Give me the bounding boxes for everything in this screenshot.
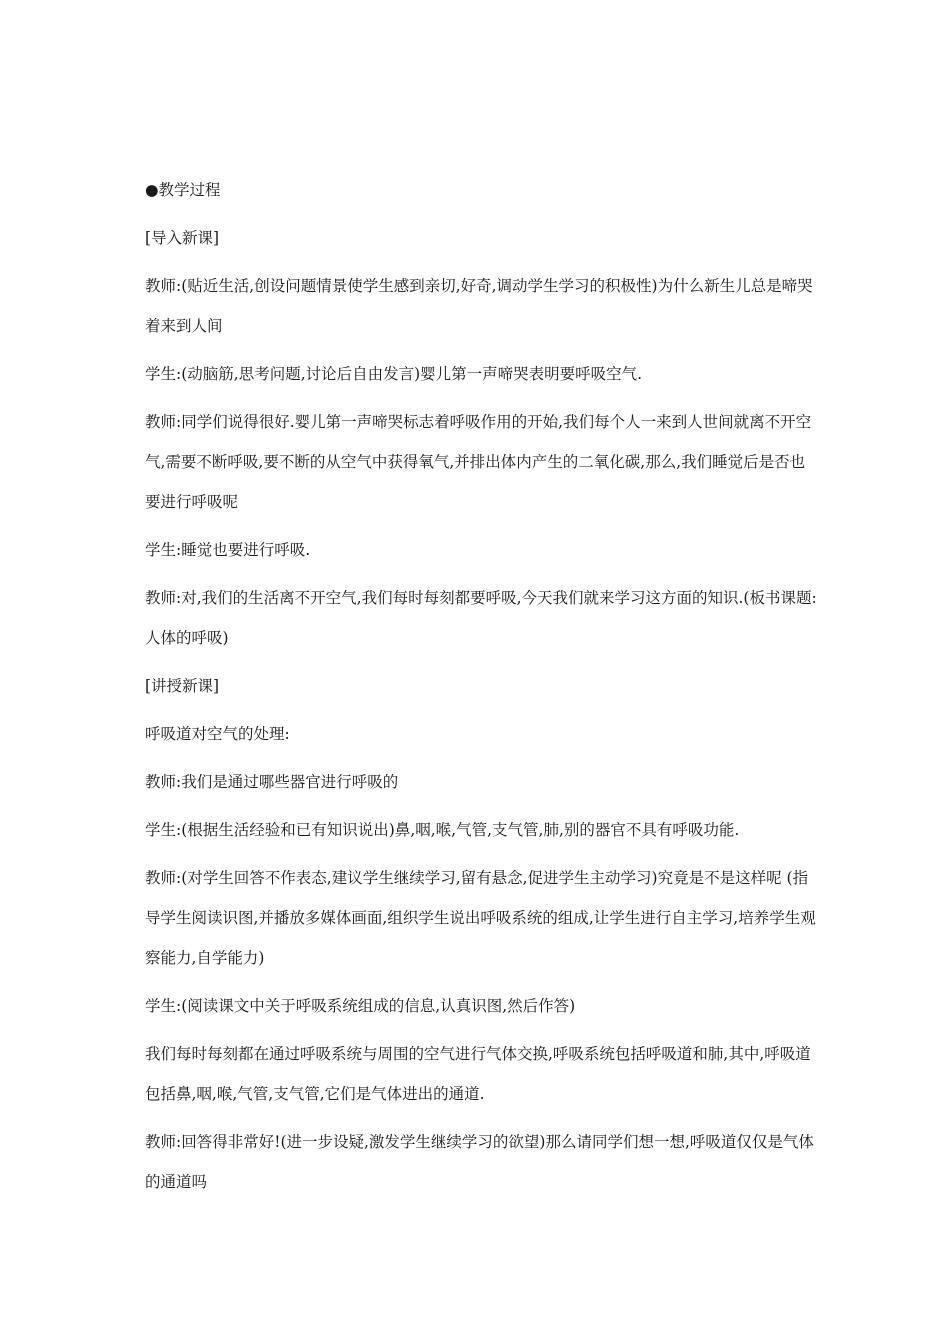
subsection-heading-new-lesson: [讲授新课] bbox=[145, 677, 220, 695]
dialogue-paragraph: 学生:(阅读课文中关于呼吸系统组成的信息,认真识图,然后作答) bbox=[145, 997, 576, 1015]
body-paragraph: 我们每时每刻都在通过呼吸系统与周围的空气进行气体交换,呼吸系统包括呼吸道和肺,其中,呼吸道包括鼻,咽,喉,气管,支气管,它们是气体进出的通道. bbox=[145, 1045, 811, 1103]
subsection-heading-intro: [导入新课] bbox=[145, 229, 220, 247]
dialogue-paragraph: 学生:(根据生活经验和已有知识说出)鼻,咽,喉,气管,支气管,肺,别的器官不具有呼吸功能. bbox=[145, 821, 740, 839]
topic-line: 呼吸道对空气的处理: bbox=[145, 725, 290, 743]
dialogue-paragraph: 学生:睡觉也要进行呼吸. bbox=[145, 541, 311, 559]
dialogue-paragraph: 学生:(动脑筋,思考问题,讨论后自由发言)婴儿第一声啼哭表明要呼吸空气. bbox=[145, 365, 643, 383]
dialogue-paragraph: 教师:对,我们的生活离不开空气,我们每时每刻都要呼吸,今天我们就来学习这方面的知识.(板书课题:人体的呼吸) bbox=[145, 589, 817, 647]
dialogue-paragraph: 教师:(贴近生活,创设问题情景使学生感到亲切,好奇,调动学生学习的积极性)为什么新生儿总是啼哭着来到人间 bbox=[145, 277, 813, 335]
dialogue-paragraph: 教师:我们是通过哪些器官进行呼吸的 bbox=[145, 773, 399, 791]
section-heading-teaching-process: ●教学过程 bbox=[145, 181, 221, 199]
dialogue-paragraph: 教师:同学们说得很好.婴儿第一声啼哭标志着呼吸作用的开始,我们每个人一来到人世间就离不开空气,需要不断呼吸,要不断的从空气中获得氧气,并排出体内产生的二氧化碳,那么,我们睡觉后是否也要进行呼吸呢 bbox=[145, 413, 812, 511]
dialogue-paragraph: 教师:回答得非常好!(进一步设疑,激发学生继续学习的欲望)那么请同学们想一想,呼吸道仅仅是气体的通道吗 bbox=[145, 1133, 814, 1191]
dialogue-paragraph: 教师:(对学生回答不作表态,建议学生继续学习,留有悬念,促进学生主动学习)究竟是不是这样呢 (指导学生阅读识图,并播放多媒体画面,组织学生说出呼吸系统的组成,让学生进行自主学习,培养学生观察能力,自学能力) bbox=[145, 869, 816, 967]
document-body bbox=[145, 170, 817, 1210]
